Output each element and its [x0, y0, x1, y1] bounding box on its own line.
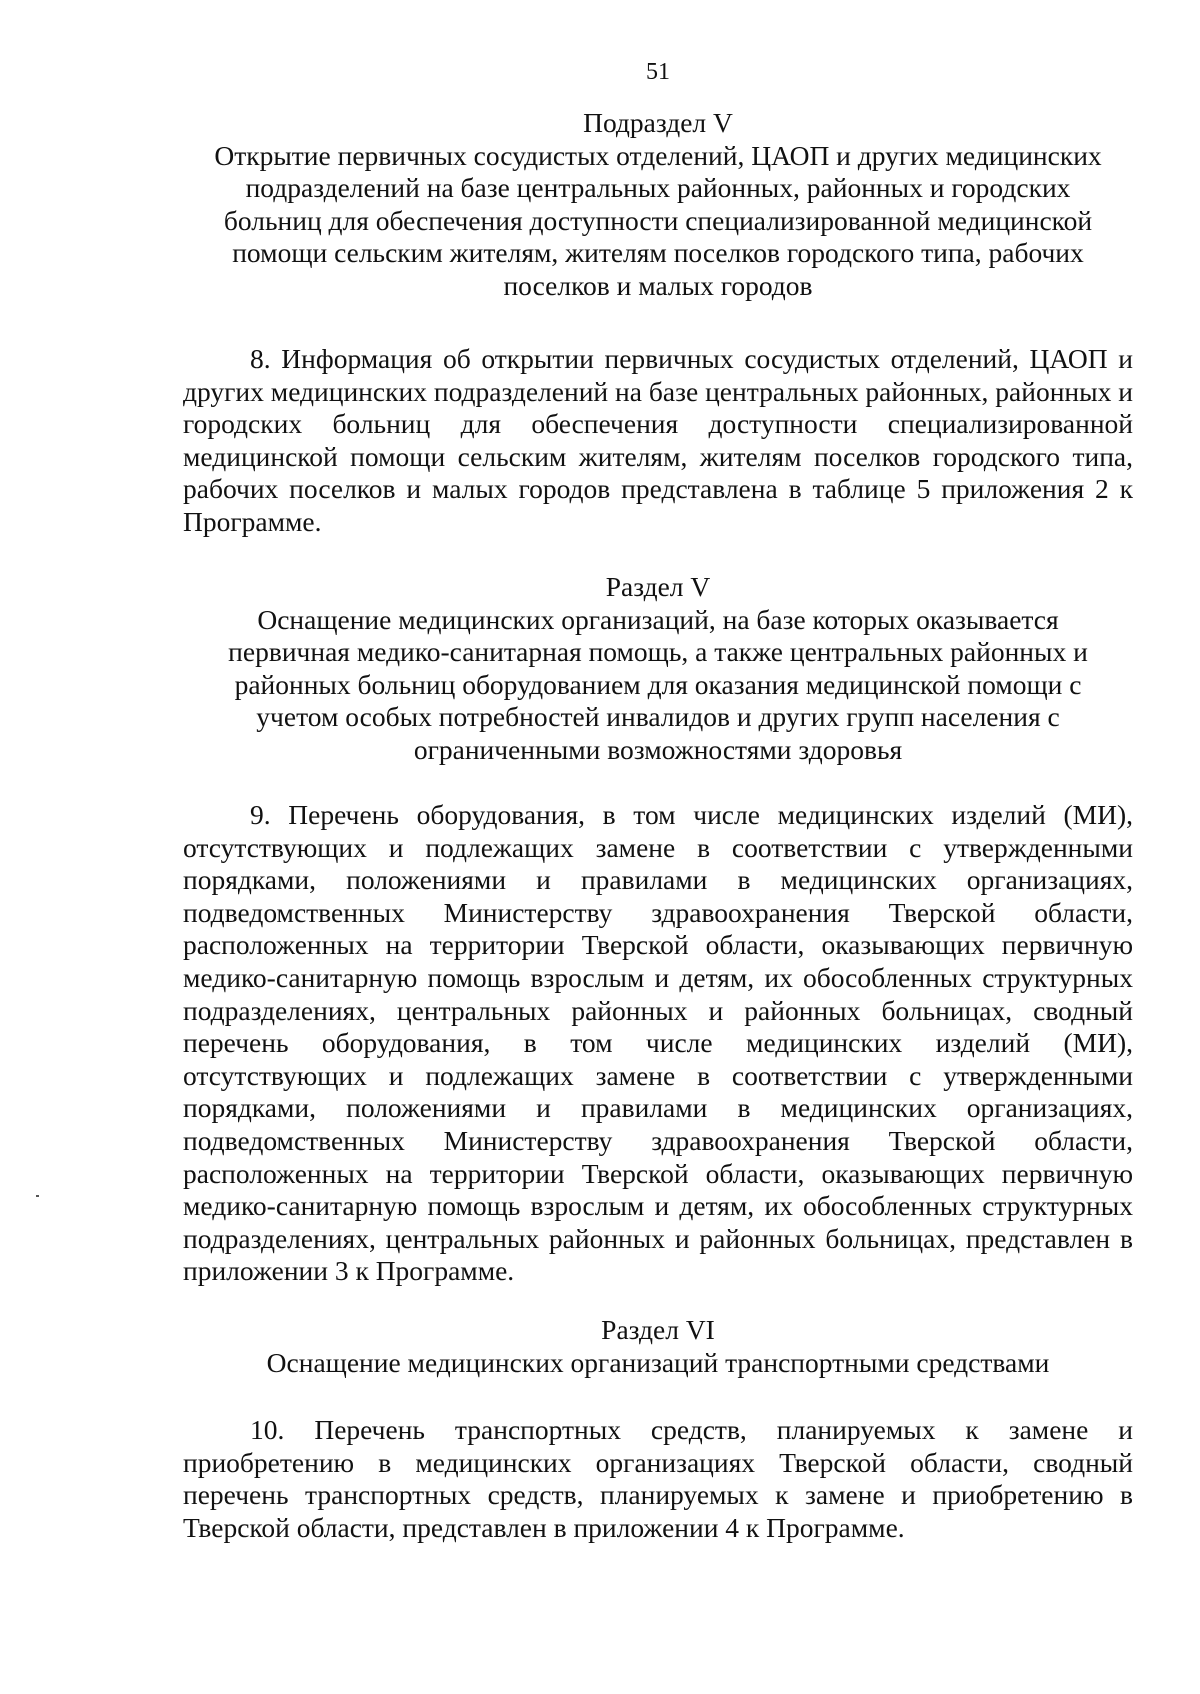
section-v-title: Раздел V [605, 571, 711, 602]
subsection-v-heading [183, 107, 1133, 303]
page-number: 51 [646, 59, 670, 85]
section-v-line: первичная медико-санитарная помощь, а также центральных районных и [228, 636, 1088, 668]
section-vi-heading [183, 1314, 1133, 1379]
section-v-line: районных больниц оборудованием для оказания медицинской помощи с [234, 668, 1082, 700]
subsection-v-line: подразделений на базе центральных районных, районных и городских [245, 172, 1071, 204]
paragraph-8: 8. Информация об открытии первичных сосудистых отделений, ЦАОП и других медицинских подразделений на базе центральных районных, районных и городских больниц для обеспечения доступности специализированной медицинской помощи сельским жителям, жителям поселков городского типа, рабочих поселков и малых городов представлена в таблице 5 приложения 2 к Программе. [183, 343, 1133, 537]
paragraph-10: 10. Перечень транспортных средств, планируемых к замене и приобретению в медицинских организациях Тверской области, сводный перечень транспортных средств, планируемых к замене и приобретению в Тверской области, представлен в приложении 4 к Программе. [183, 1414, 1133, 1543]
section-vi-title: Раздел VI [601, 1314, 715, 1345]
document-page [183, 0, 1133, 1694]
section-v-heading [183, 571, 1133, 767]
paragraph-9: 9. Перечень оборудования, в том числе медицинских изделий (МИ), отсутствующих и подлежащих замене в соответствии с утвержденными порядками, положениями и правилами в медицинских организациях, подведомственных Министерству здравоохранения Тверской области, расположенных на территории Тверской области, оказывающих первичную медико-санитарную помощь взрослым и детям, их обособленных структурных подразделениях, центральных районных и районных больницах, сводный перечень оборудования, в том числе медицинских изделий (МИ), отсутствующих и подлежащих замене в соответствии с утвержденными порядками, положениями и правилами в медицинских организациях, подведомственных Министерству здравоохранения Тверской области, расположенных на территории Тверской области, оказывающих первичную медико-санитарную помощь взрослым и детям, их обособленных структурных подразделениях, центральных районных и районных больницах, представлен в приложении 3 к Программе. [183, 799, 1133, 1287]
subsection-v-line: Открытие первичных сосудистых отделений, ЦАОП и других медицинских [214, 139, 1102, 171]
subsection-v-line: больниц для обеспечения доступности специализированной медицинской [223, 204, 1093, 236]
section-v-line: ограниченными возможностями здоровья [413, 733, 903, 765]
subsection-v-title: Подраздел V [583, 107, 733, 138]
section-v-line: учетом особых потребностей инвалидов и других групп населения с [256, 701, 1060, 733]
subsection-v-line: поселков и малых городов [503, 269, 813, 301]
section-v-line: Оснащение медицинских организаций, на базе которых оказывается [257, 603, 1059, 635]
section-vi-line: Оснащение медицинских организаций транспортными средствами [266, 1346, 1050, 1378]
subsection-v-line: помощи сельским жителям, жителям поселков городского типа, рабочих [232, 237, 1084, 269]
scan-speck [36, 1195, 39, 1197]
